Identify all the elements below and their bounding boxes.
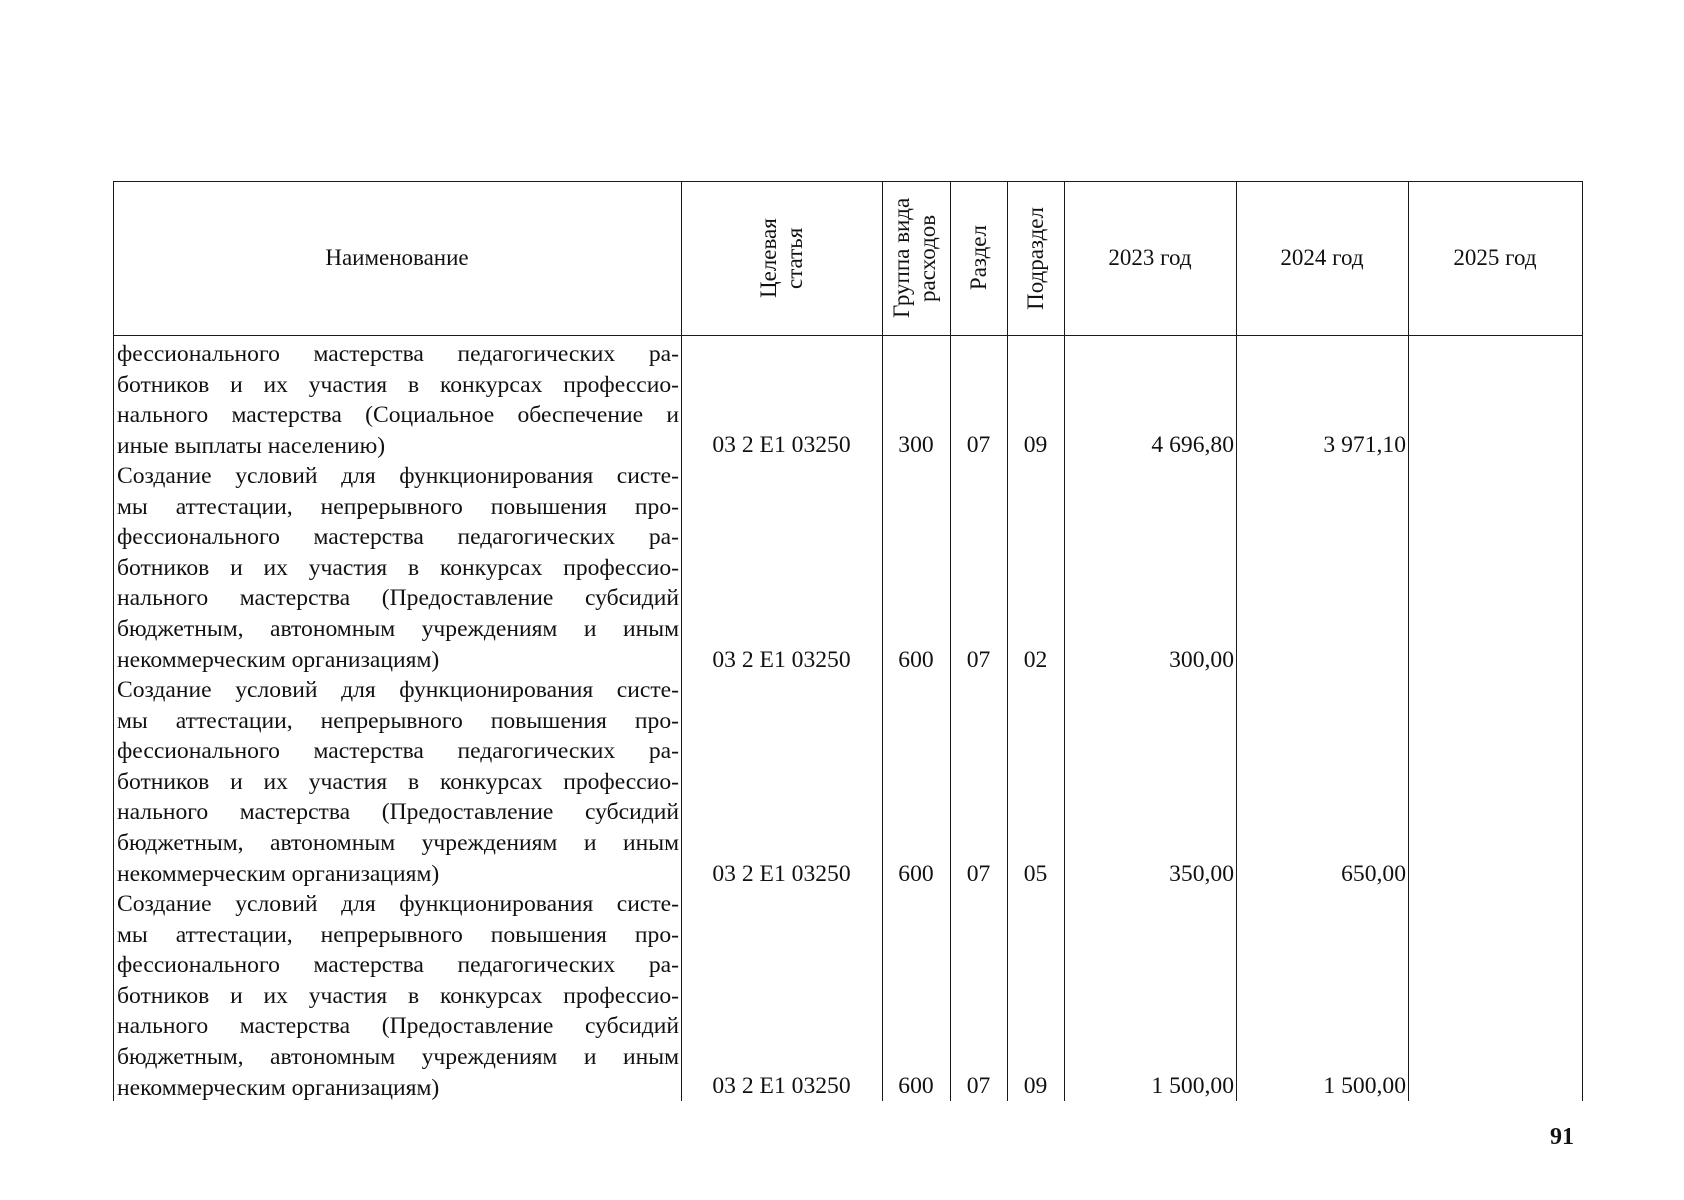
row-group: 600	[898, 861, 934, 887]
header-subsection-label: Подраздел	[1022, 206, 1048, 310]
row-name-line: мы аттестации, непрерывного повышения про-	[117, 921, 679, 948]
row-name-line: некоммерческим организациям)	[117, 646, 440, 673]
header-2025	[1408, 181, 1582, 335]
row-name-line: фессионального мастерства педагогических ра-	[117, 341, 679, 367]
row-section: 07	[966, 861, 991, 887]
row-group: 600	[898, 1073, 934, 1099]
header-name-label: Наименование	[325, 245, 469, 270]
budget-table	[113, 181, 1583, 1101]
row-2024: 3 971,10	[1323, 432, 1406, 458]
row-name-line: нального мастерства (Предоставление субсидий	[117, 585, 679, 612]
row-group: 300	[898, 432, 934, 458]
row-target: 03 2 E1 03250	[712, 1073, 851, 1099]
row-name-line: бюджетным, автономным учреждениям и иным	[117, 615, 679, 642]
row-2023: 300,00	[1169, 647, 1234, 673]
row-subsection: 09	[1023, 1073, 1048, 1099]
row-name-line: фессионального мастерства педагогических ра-	[117, 738, 679, 765]
row-section: 07	[966, 1073, 991, 1099]
row-target: 03 2 E1 03250	[712, 432, 851, 458]
header-2024	[1236, 181, 1408, 335]
row-name-line: нального мастерства (Предоставление субсидий	[117, 1013, 679, 1040]
table-row	[113, 339, 1583, 463]
header-2025-label: 2025 год	[1453, 245, 1537, 270]
row-name-line: фессионального мастерства педагогических ра-	[117, 524, 679, 551]
row-subsection: 09	[1023, 432, 1048, 458]
row-name-line: некоммерческим организациям)	[117, 1074, 440, 1101]
header-name	[113, 181, 681, 335]
header-bottom-border	[113, 335, 1583, 336]
header-2023	[1064, 181, 1236, 335]
row-name-line: нального мастерства (Предоставление субсидий	[117, 799, 679, 826]
row-name-line: ботников и их участия в конкурсах профессио-	[117, 768, 679, 795]
row-name-line: нального мастерства (Социальное обеспечение и	[117, 402, 679, 429]
row-2023: 350,00	[1169, 861, 1234, 887]
header-target	[681, 181, 882, 335]
header-section	[950, 181, 1007, 335]
row-target: 03 2 E1 03250	[712, 647, 851, 673]
row-2023: 4 696,80	[1151, 432, 1234, 458]
table-row	[113, 461, 1583, 675]
row-name-line: иные выплаты населению)	[117, 432, 386, 459]
row-name	[117, 889, 679, 1103]
row-name-line: ботников и их участия в конкурсах профессио-	[117, 371, 679, 398]
table-row	[113, 889, 1583, 1101]
row-target: 03 2 E1 03250	[712, 861, 851, 887]
row-name-line: некоммерческим организациям)	[117, 860, 440, 887]
row-name-line: ботников и их участия в конкурсах профессио-	[117, 982, 679, 1009]
header-2023-label: 2023 год	[1108, 245, 1192, 270]
header-target-label: Целевая статья	[755, 218, 807, 298]
row-subsection: 05	[1023, 861, 1048, 887]
header-group	[882, 181, 950, 335]
page-number: 91	[1550, 1124, 1574, 1150]
row-name-line: бюджетным, автономным учреждениям и иным	[117, 1043, 679, 1070]
row-name	[117, 461, 679, 675]
row-name-line: мы аттестации, непрерывного повышения про-	[117, 493, 679, 520]
row-name-line: ботников и их участия в конкурсах профессио-	[117, 554, 679, 581]
row-name-line: Создание условий для функционирования систе-	[117, 463, 679, 489]
row-2024: 650,00	[1341, 861, 1406, 887]
row-name	[117, 339, 679, 461]
row-name	[117, 675, 679, 889]
header-section-label: Раздел	[965, 225, 991, 291]
row-name-line: фессионального мастерства педагогических ра-	[117, 952, 679, 979]
row-2024: 1 500,00	[1323, 1073, 1406, 1099]
header-subsection	[1007, 181, 1064, 335]
row-group: 600	[898, 647, 934, 673]
row-section: 07	[966, 647, 991, 673]
table-row	[113, 675, 1583, 889]
header-group-label: Группа вида расходов	[889, 197, 940, 319]
row-name-line: Создание условий для функционирования систе-	[117, 677, 679, 703]
row-name-line: бюджетным, автономным учреждениям и иным	[117, 829, 679, 856]
row-section: 07	[966, 432, 991, 458]
row-name-line: мы аттестации, непрерывного повышения про-	[117, 707, 679, 734]
row-name-line: Создание условий для функционирования систе-	[117, 891, 679, 917]
row-subsection: 02	[1023, 647, 1048, 673]
header-2024-label: 2024 год	[1280, 245, 1364, 270]
row-2023: 1 500,00	[1151, 1073, 1234, 1099]
